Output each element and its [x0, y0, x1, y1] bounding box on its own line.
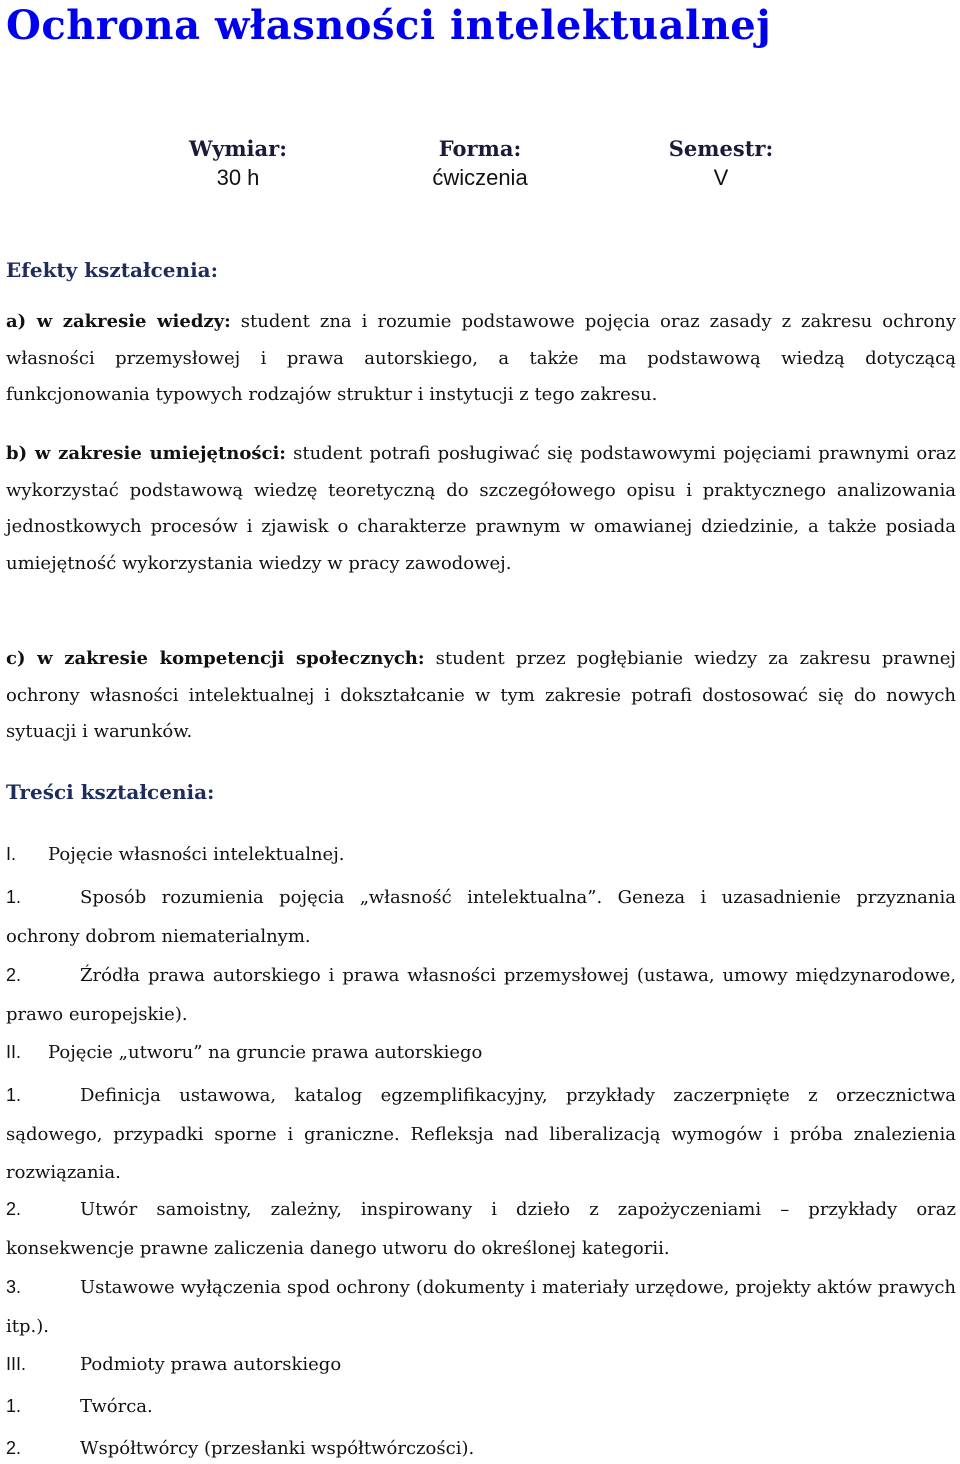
meta-wymiar [153, 134, 323, 192]
item-number: 1. [6, 1085, 22, 1105]
meta-forma [395, 134, 565, 192]
meta-semestr [636, 134, 806, 192]
item-text: Współtwórcy (przesłanki współtwórczości). [80, 1438, 475, 1459]
content-section-ii [6, 1042, 482, 1063]
outcome-lead: b) w zakresie umiejętności: [6, 443, 286, 464]
section-text: Pojęcie „utworu” na gruncie prawa autorskiego [48, 1042, 483, 1063]
content-item [6, 1438, 474, 1459]
content-section-iii [6, 1354, 341, 1375]
meta-value: V [713, 165, 729, 190]
outcome-lead: c) w zakresie kompetencji społecznych: [6, 648, 425, 669]
section-text: Pojęcie własności intelektualnej. [48, 844, 345, 865]
content-item [6, 878, 956, 956]
item-text: Sposób rozumienia pojęcia „własność intelektualna”. Geneza i uzasadnienie przyznania ochrony dobrom niematerialnym. [6, 887, 956, 947]
item-number: 2. [6, 1199, 22, 1219]
item-text: Definicja ustawowa, katalog egzemplifikacyjny, przykłady zaczerpnięte z orzecznictwa sądowego, przypadki sporne i graniczne. Refleksja nad liberalizacją wymogów i próba znalezienia rozwiązania. [6, 1085, 956, 1183]
item-number: 2. [6, 965, 22, 985]
item-text: Utwór samoistny, zależny, inspirowany i dzieło z zapożyczeniami – przykłady oraz konsekwencje prawne zaliczenia danego utworu do określonej kategorii. [6, 1199, 956, 1259]
content-item [6, 1268, 956, 1346]
content-section-i [6, 844, 345, 865]
outcome-competences [6, 641, 956, 751]
meta-label: Forma: [438, 136, 522, 161]
outcome-lead: a) w zakresie wiedzy: [6, 311, 231, 332]
section-number: III. [6, 1354, 27, 1374]
section-number: II. [6, 1042, 22, 1062]
item-text: Ustawowe wyłączenia spod ochrony (dokumenty i materiały urzędowe, projekty aktów prawych itp.). [6, 1277, 956, 1337]
outcome-text: student potrafi posługiwać się podstawowymi pojęciami prawnymi oraz wykorzystać podstawową wiedzę teoretyczną do szczegółowego opisu i praktycznego analizowania jednostkowych procesów i zjawisk o charakterze prawnym w omawianej dziedzinie, a także posiada umiejętność wykorzystania wiedzy w pracy zawodowej. [6, 443, 957, 574]
item-number: 3. [6, 1277, 22, 1297]
outcome-text: student zna i rozumie podstawowe pojęcia oraz zasady z zakresu ochrony własności przemysłowej i prawa autorskiego, a także ma podstawową wiedzą dotyczącą funkcjonowania typowych rodzajów struktur i instytucji z tego zakresu. [6, 311, 956, 405]
item-text: Źródła prawa autorskiego i prawa własności przemysłowej (ustawa, umowy międzynarodowe, prawo europejskie). [6, 965, 956, 1025]
item-number: 1. [6, 887, 22, 907]
item-number: 1. [6, 1396, 22, 1416]
outcome-knowledge [6, 304, 956, 414]
meta-value: ćwiczenia [432, 165, 528, 190]
page-title: Ochrona własności intelektualnej [6, 2, 772, 49]
meta-label: Semestr: [668, 136, 774, 161]
content-item [6, 956, 956, 1034]
content-item [6, 1076, 956, 1193]
outcome-skills [6, 436, 956, 582]
section-heading-efekty: Efekty kształcenia: [6, 258, 219, 282]
content-item [6, 1190, 956, 1268]
section-number: I. [6, 844, 17, 864]
section-text: Podmioty prawa autorskiego [80, 1354, 342, 1375]
outcome-text: student przez pogłębianie wiedzy za zakresu prawnej ochrony własności intelektualnej i dokształcanie w tym zakresie potrafi dostosować się do nowych sytuacji i warunków. [6, 648, 956, 742]
meta-value: 30 h [216, 165, 260, 190]
item-text: Twórca. [80, 1396, 153, 1417]
item-number: 2. [6, 1438, 22, 1458]
content-item [6, 1396, 153, 1417]
section-heading-tresci: Treści kształcenia: [6, 780, 215, 804]
meta-label: Wymiar: [189, 136, 287, 161]
